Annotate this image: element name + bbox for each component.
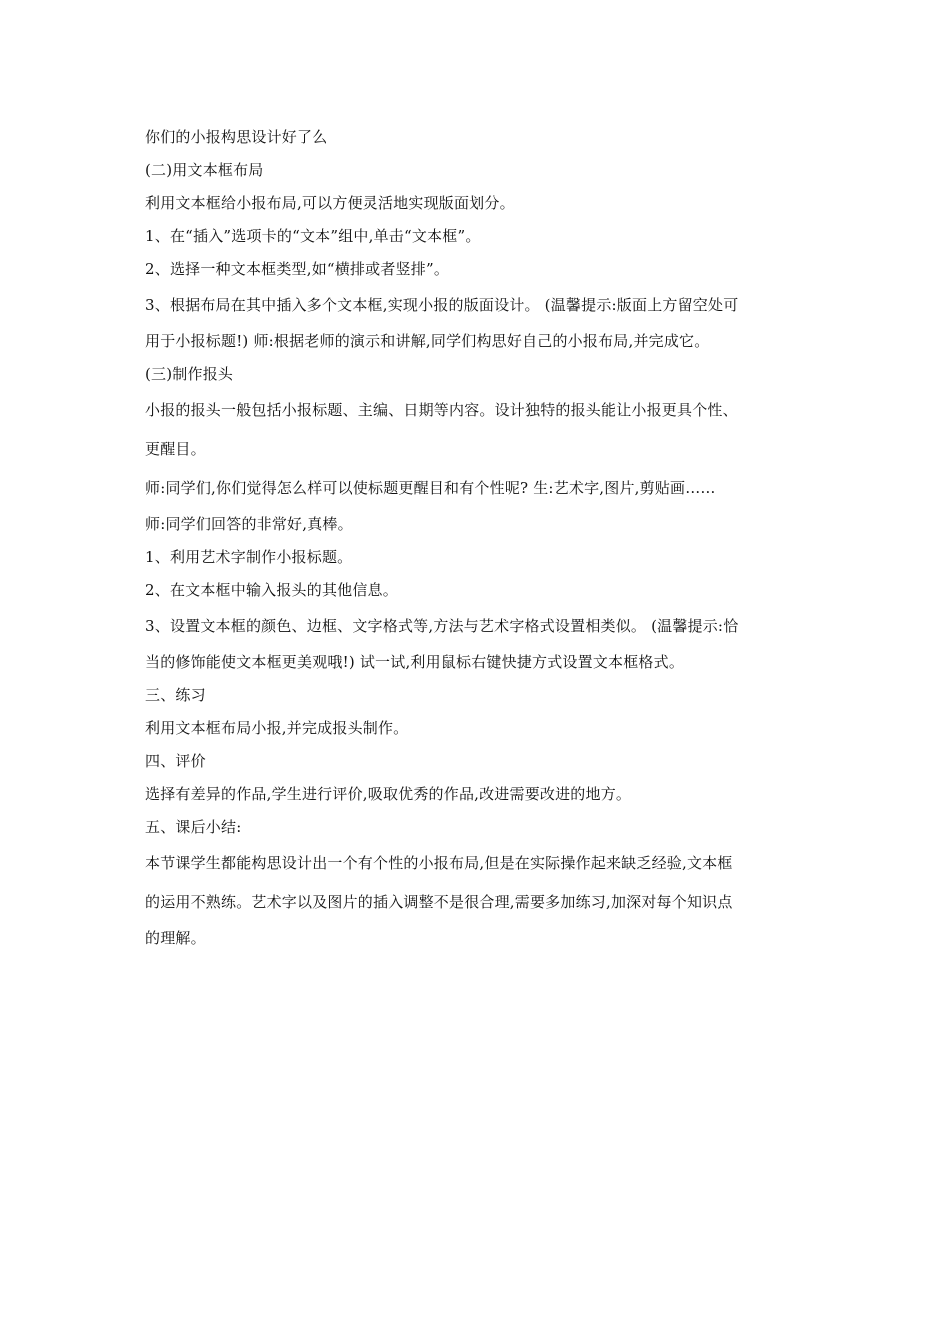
- section-heading: 三、练习: [145, 686, 206, 704]
- text-line: 选择有差异的作品,学生进行评价,吸取优秀的作品,改进需要改进的地方。: [145, 785, 632, 803]
- step-item: 3、设置文本框的颜色、边框、文字格式等,方法与艺术字格式设置相类似。 (温馨提示:恰: [145, 617, 739, 635]
- text-line: 的理解。: [145, 929, 206, 947]
- section-heading: (三)制作报头: [145, 365, 234, 383]
- text-line: 利用文本框布局小报,并完成报头制作。: [145, 719, 409, 737]
- step-item: 2、选择一种文本框类型,如“横排或者竖排”。: [145, 260, 450, 278]
- section-heading: 四、评价: [145, 752, 206, 770]
- dialogue-line: 师:同学们回答的非常好,真棒。: [145, 515, 353, 533]
- text-line: 利用文本框给小报布局,可以方便灵活地实现版面划分。: [145, 194, 515, 212]
- text-line: 用于小报标题!) 师:根据老师的演示和讲解,同学们构思好自己的小报布局,并完成它。: [145, 332, 710, 350]
- text-line: 更醒目。: [145, 440, 206, 458]
- section-heading: (二)用文本框布局: [145, 161, 264, 179]
- step-item: 1、利用艺术字制作小报标题。: [145, 548, 353, 566]
- text-line: 本节课学生都能构思设计出一个有个性的小报布局,但是在实际操作起来缺乏经验,文本框: [145, 854, 733, 872]
- document-body: [145, 121, 810, 955]
- step-item: 1、在“插入”选项卡的“文本”组中,单击“文本框”。: [145, 227, 481, 245]
- text-line: 的运用不熟练。艺术字以及图片的插入调整不是很合理,需要多加练习,加深对每个知识点: [145, 893, 733, 911]
- text-line: 当的修饰能使文本框更美观哦!) 试一试,利用鼠标右键快捷方式设置文本框格式。: [145, 653, 685, 671]
- dialogue-line: 师:同学们,你们觉得怎么样可以使标题更醒目和有个性呢? 生:艺术字,图片,剪贴画……: [145, 479, 716, 497]
- section-heading: 五、课后小结:: [145, 818, 242, 836]
- text-line: 小报的报头一般包括小报标题、主编、日期等内容。设计独特的报头能让小报更具个性、: [145, 401, 738, 419]
- step-item: 2、在文本框中输入报头的其他信息。: [145, 581, 398, 599]
- text-line: 你们的小报构思设计好了么: [145, 128, 328, 146]
- step-item: 3、根据布局在其中插入多个文本框,实现小报的版面设计。 (温馨提示:版面上方留空处可: [145, 296, 739, 314]
